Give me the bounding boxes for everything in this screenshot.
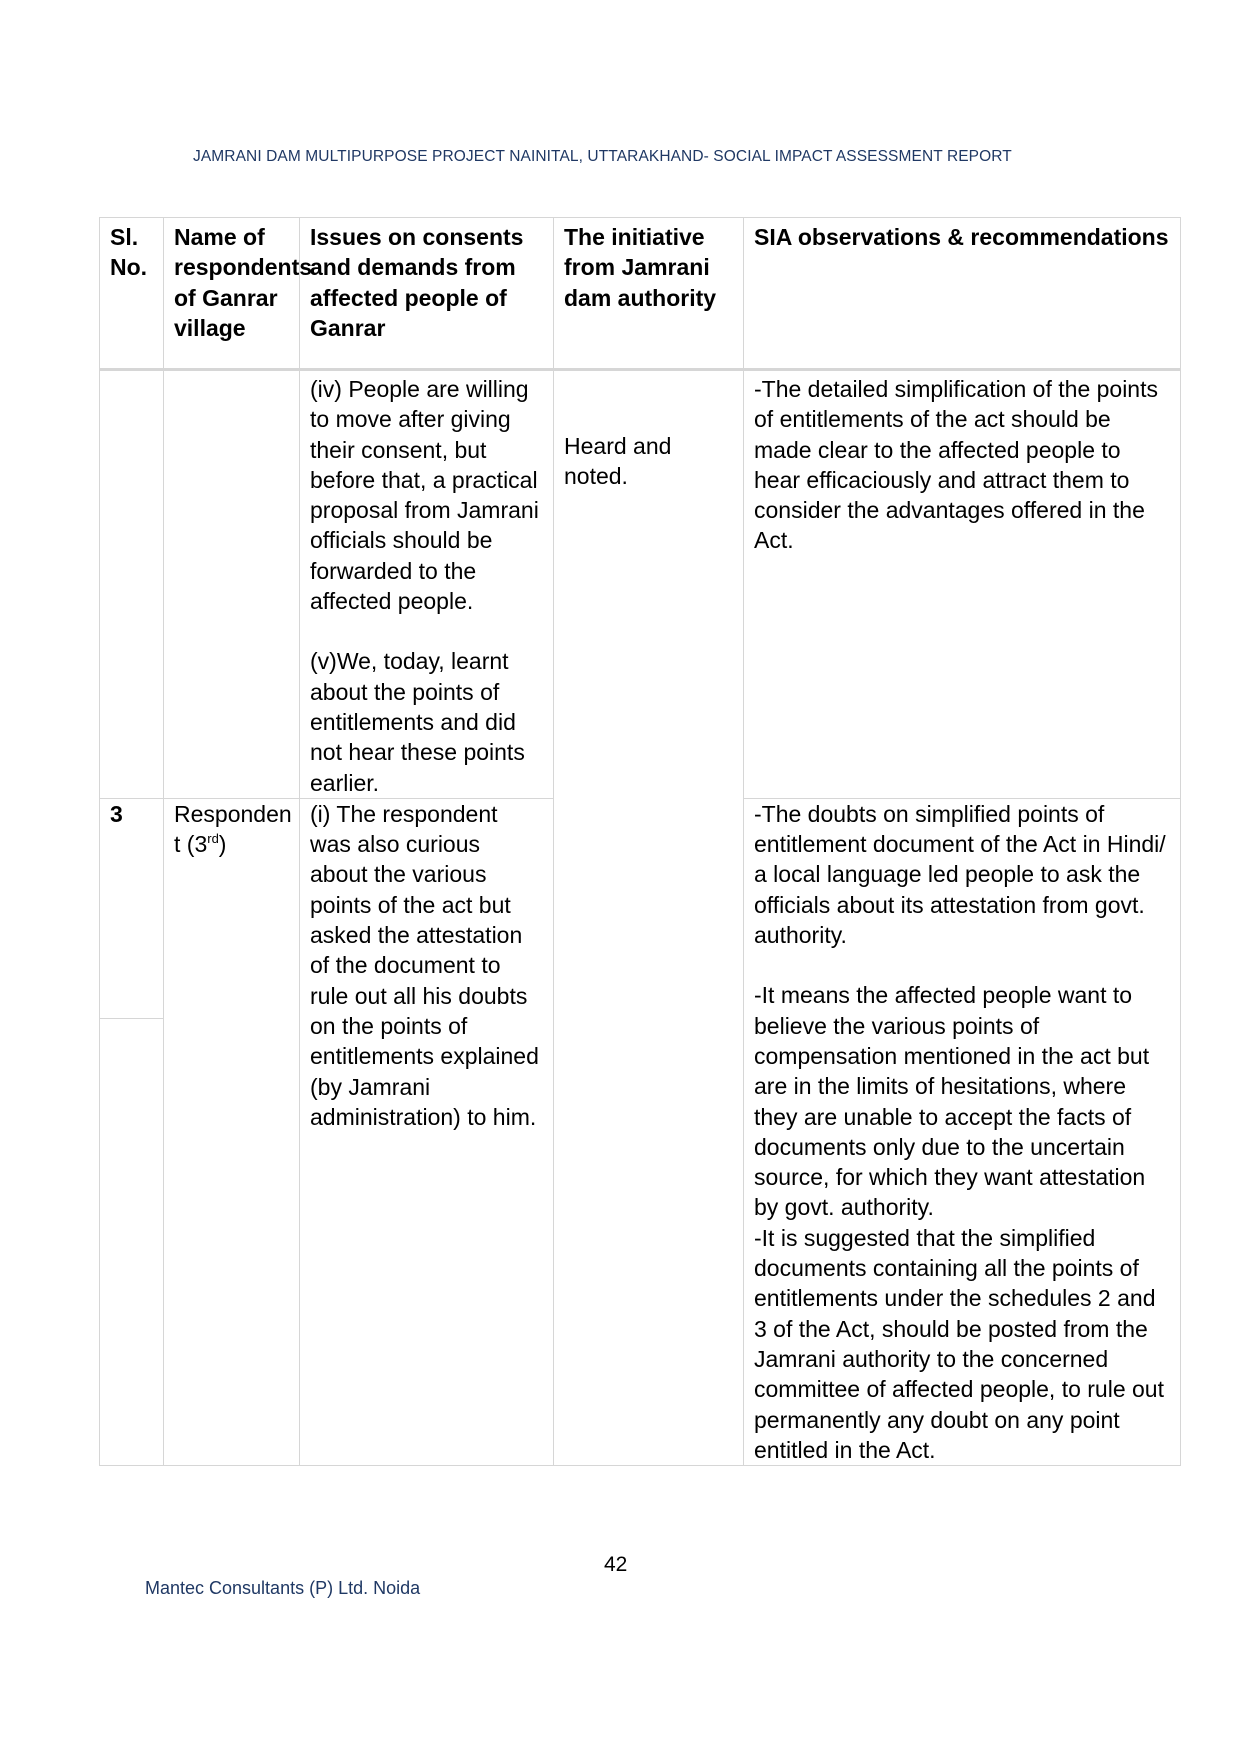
sl-no-empty-cell: [100, 1019, 164, 1466]
issue-paragraph: (iv) People are willing to move after giving their consent, but before that, a practical proposal from Jamrani officials should be forwarded to the affected people.: [310, 376, 539, 615]
respondent-name-close: ): [218, 831, 227, 858]
column-header-respondent-name: Name of respondents of Ganrar village: [164, 218, 300, 370]
respondent-name-cell: [164, 370, 300, 799]
observation-paragraph: -It means the affected people want to believe the various points of compensation mentioned in the act but are in the limits of hesitations, where they are unable to accept the facts of documents only due to the uncertain source, for which they want attestation by govt. authority.: [754, 982, 1150, 1221]
respondent-ordinal-suffix: rd: [207, 831, 219, 847]
observation-paragraph: -It is suggested that the simplified documents containing all the points of entitlements under the schedules 2 and 3 of the Act, should be posted from the Jamrani authority to the concerned committee of affected people, to rule out permanently any doubt on any point entitled in the Act.: [754, 1224, 1164, 1463]
issue-paragraph: (i) The respondent was also curious about the various points of the act but asked the attestation of the document to rule out all his doubts on the points of entitlements explained (by Jamrani administration) to him.: [310, 800, 539, 1130]
observation-paragraph: -The detailed simplification of the points of entitlements of the act should be made clear to the affected people to hear efficaciously and attract them to consider the advantages offered in the Act.: [754, 376, 1158, 554]
column-header-issues: Issues on consents and demands from affected people of Ganrar: [300, 218, 554, 370]
column-header-initiative: The initiative from Jamrani dam authority: [554, 218, 744, 370]
table-row: [100, 370, 1181, 799]
sl-no-cell: [100, 370, 164, 799]
respondent-name-cell: [164, 798, 300, 1465]
sl-no-cell: 3: [100, 798, 164, 1019]
issues-cell: [300, 798, 554, 1465]
observations-cell: [744, 370, 1181, 799]
table-header-row: [100, 218, 1181, 370]
respondent-name-text: Responden t (3: [174, 800, 292, 858]
column-header-observations: SIA observations & recommendations: [744, 218, 1181, 370]
page-number: 42: [604, 1553, 628, 1576]
observations-cell: [744, 798, 1181, 1465]
footer-company: Mantec Consultants (P) Ltd. Noida: [145, 1578, 421, 1598]
initiative-cell: Heard and noted.: [554, 370, 744, 1466]
column-header-sl-no: Sl. No.: [100, 218, 164, 370]
issue-paragraph: (v)We, today, learnt about the points of entitlements and did not hear these points earlier.: [310, 648, 525, 796]
consent-issues-table: [99, 217, 1181, 1466]
issues-cell: [300, 370, 554, 799]
report-header: JAMRANI DAM MULTIPURPOSE PROJECT NAINITAL, UTTARAKHAND- SOCIAL IMPACT ASSESSMENT REPORT: [193, 148, 1012, 165]
observation-paragraph: -The doubts on simplified points of entitlement document of the Act in Hindi/ a local language led people to ask the officials about its attestation from govt. authority.: [754, 800, 1166, 949]
